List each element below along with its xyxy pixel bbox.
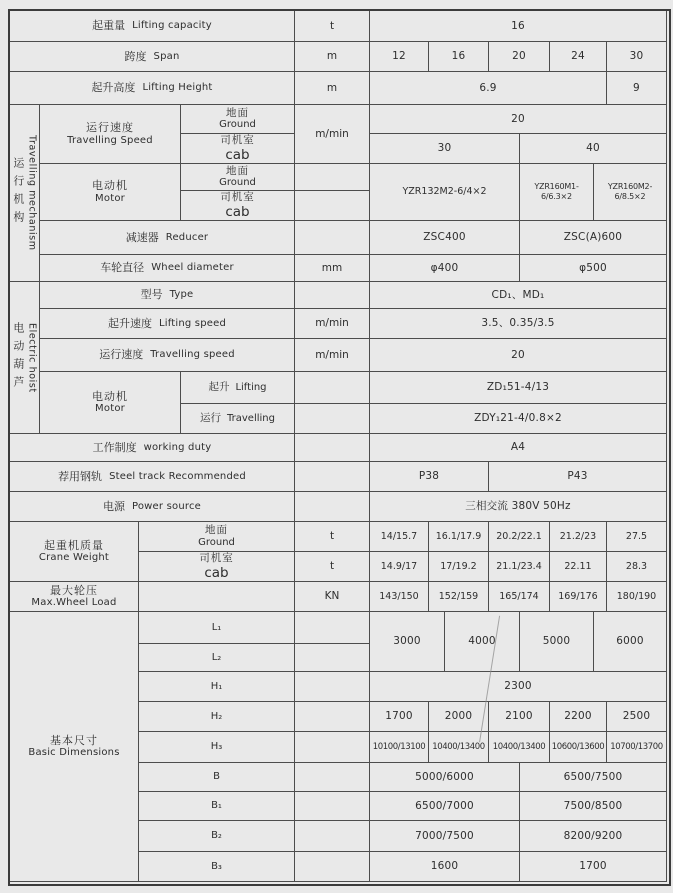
dim-L2-label: L₂ [139,644,295,672]
reducer-label: 减速器 Reducer [40,221,295,255]
dim-L-value-1: 3000 [370,612,445,672]
span-value-30: 30 [607,42,667,72]
crane-weight-ground-sublabel: 地面 Ground [139,522,295,552]
wheel-diameter-value-left: φ400 [370,255,520,282]
hoist-travelling-speed-value: 20 [370,339,667,372]
crane-spec-table [8,9,671,886]
dim-H3-value-12m: 10100/13100 [370,732,429,763]
power-source-value: 三相交流 380V 50Hz [370,492,667,522]
crane-weight-cab-value-12m: 14.9/17 [370,552,429,582]
lifting-capacity-unit: t [295,11,370,42]
span-value-12: 12 [370,42,429,72]
hoist-motor-lifting-value: ZD₁51-4/13 [370,372,667,404]
max-wheel-load-value-20m: 165/174 [489,582,550,612]
max-wheel-load-value-30m: 180/190 [607,582,667,612]
crane-weight-cab-sublabel: 司机室 cab [139,552,295,582]
dim-L-value-4: 6000 [594,612,667,672]
hoist-lifting-speed-unit: m/min [295,309,370,339]
working-duty-value: A4 [370,434,667,462]
travelling-speed-unit: m/min [295,105,370,164]
travelling-motor-value-3: YZR160M2-6/8.5×2 [594,164,667,221]
lifting-height-label: 起升高度 Lifting Height [10,72,295,105]
span-value-20: 20 [489,42,550,72]
lifting-capacity-value: 16 [370,11,667,42]
dim-B2-unit-empty [295,821,370,852]
wheel-diameter-unit: mm [295,255,370,282]
max-wheel-load-sublabel-empty [139,582,295,612]
wheel-diameter-value-right: φ500 [520,255,667,282]
dim-B-label: B [139,763,295,792]
dim-H1-value: 2300 [370,672,667,702]
crane-weight-ground-value-24m: 21.2/23 [550,522,607,552]
crane-weight-ground-unit: t [295,522,370,552]
hoist-motor-travelling-sublabel: 运行 Travelling [181,404,295,434]
dim-B1-value-right: 7500/8500 [520,792,667,821]
basic-dimensions-label: 基本尺寸 Basic Dimensions [10,612,139,882]
dim-H2-value-24m: 2200 [550,702,607,732]
dim-B2-value-left: 7000/7500 [370,821,520,852]
travelling-motor-value-1: YZR132M2-6/4×2 [370,164,520,221]
travelling-speed-cab-value-left: 30 [370,134,520,164]
dim-H3-value-16m: 10400/13400 [429,732,489,763]
max-wheel-load-unit: KN [295,582,370,612]
hoist-motor-travelling-value: ZDY₁21-4/0.8×2 [370,404,667,434]
steel-track-value-right: P43 [489,462,667,492]
hoist-lifting-speed-value: 3.5、0.35/3.5 [370,309,667,339]
dim-L1-label: L₁ [139,612,295,644]
travelling-speed-ground-value: 20 [370,105,667,134]
dim-B-value-left: 5000/6000 [370,763,520,792]
crane-weight-ground-value-16m: 16.1/17.9 [429,522,489,552]
wheel-diameter-label: 车轮直径 Wheel diameter [40,255,295,282]
reducer-value-right: ZSC(A)600 [520,221,667,255]
dim-H1-label: H₁ [139,672,295,702]
span-unit: m [295,42,370,72]
travelling-motor-label: 电动机 Motor [40,164,181,221]
dim-H2-value-12m: 1700 [370,702,429,732]
power-source-unit-empty [295,492,370,522]
crane-weight-ground-value-30m: 27.5 [607,522,667,552]
travelling-motor-unit-empty-bottom [295,191,370,221]
lifting-height-unit: m [295,72,370,105]
travelling-speed-cab-sublabel: 司机室 cab [181,134,295,164]
travelling-motor-ground-sublabel: 地面 Ground [181,164,295,191]
dim-H2-unit-empty [295,702,370,732]
steel-track-value-left: P38 [370,462,489,492]
steel-track-unit-empty [295,462,370,492]
dim-B3-value-left: 1600 [370,852,520,882]
dim-H3-unit-empty [295,732,370,763]
section-electric-hoist: 电动葫芦 Electric hoist [10,282,40,434]
dim-L-value-3: 5000 [520,612,594,672]
reducer-unit-empty [295,221,370,255]
section-travelling-mechanism: 运行机构 Travelling mechanism [10,105,40,282]
travelling-speed-cab-value-right: 40 [520,134,667,164]
dim-L-value-2: 4000 [445,612,520,672]
hoist-motor-unit-empty-top [295,372,370,404]
hoist-motor-unit-empty-bottom [295,404,370,434]
dim-B-value-right: 6500/7500 [520,763,667,792]
dim-B-unit-empty [295,763,370,792]
hoist-type-value: CD₁、MD₁ [370,282,667,309]
dim-H3-value-24m: 10600/13600 [550,732,607,763]
dim-B2-value-right: 8200/9200 [520,821,667,852]
travelling-speed-ground-sublabel: 地面 Ground [181,105,295,134]
dim-L2-unit-empty [295,644,370,672]
crane-weight-label: 起重机质量 Crane Weight [10,522,139,582]
dim-B1-unit-empty [295,792,370,821]
max-wheel-load-value-24m: 169/176 [550,582,607,612]
dim-B1-value-left: 6500/7000 [370,792,520,821]
dim-L1-unit-empty [295,612,370,644]
travelling-motor-value-2: YZR160M1-6/6.3×2 [520,164,594,221]
crane-weight-cab-value-30m: 28.3 [607,552,667,582]
span-label: 跨度 Span [10,42,295,72]
crane-weight-ground-value-12m: 14/15.7 [370,522,429,552]
lifting-height-value-30m: 9 [607,72,667,105]
dim-H2-label: H₂ [139,702,295,732]
dim-B1-label: B₁ [139,792,295,821]
dim-H3-label: H₃ [139,732,295,763]
steel-track-label: 荐用钢轨 Steel track Recommended [10,462,295,492]
dim-B3-label: B₃ [139,852,295,882]
dim-H2-value-16m: 2000 [429,702,489,732]
hoist-type-unit-empty [295,282,370,309]
max-wheel-load-value-16m: 152/159 [429,582,489,612]
hoist-motor-label: 电动机 Motor [40,372,181,434]
dim-H2-value-30m: 2500 [607,702,667,732]
max-wheel-load-label: 最大轮压 Max.Wheel Load [10,582,139,612]
dim-B2-label: B₂ [139,821,295,852]
working-duty-unit-empty [295,434,370,462]
hoist-motor-lifting-sublabel: 起升 Lifting [181,372,295,404]
max-wheel-load-value-12m: 143/150 [370,582,429,612]
hoist-travelling-speed-unit: m/min [295,339,370,372]
hoist-travelling-speed-label: 运行速度 Travelling speed [40,339,295,372]
dim-H3-value-30m: 10700/13700 [607,732,667,763]
dim-H2-value-20m: 2100 [489,702,550,732]
dim-B3-value-right: 1700 [520,852,667,882]
span-value-16: 16 [429,42,489,72]
working-duty-label: 工作制度 working duty [10,434,295,462]
crane-weight-cab-value-24m: 22.11 [550,552,607,582]
crane-weight-ground-value-20m: 20.2/22.1 [489,522,550,552]
lifting-height-value: 6.9 [370,72,607,105]
reducer-value-left: ZSC400 [370,221,520,255]
travelling-motor-cab-sublabel: 司机室 cab [181,191,295,221]
power-source-label: 电源 Power source [10,492,295,522]
crane-weight-cab-unit: t [295,552,370,582]
hoist-type-label: 型号 Type [40,282,295,309]
lifting-capacity-label: 起重量 Lifting capacity [10,11,295,42]
hoist-lifting-speed-label: 起升速度 Lifting speed [40,309,295,339]
dim-B3-unit-empty [295,852,370,882]
crane-weight-cab-value-16m: 17/19.2 [429,552,489,582]
dim-H3-value-20m: 10400/13400 [489,732,550,763]
dim-H1-unit-empty [295,672,370,702]
span-value-24: 24 [550,42,607,72]
travelling-motor-unit-empty-top [295,164,370,191]
crane-weight-cab-value-20m: 21.1/23.4 [489,552,550,582]
travelling-speed-label: 运行速度 Travelling Speed [40,105,181,164]
